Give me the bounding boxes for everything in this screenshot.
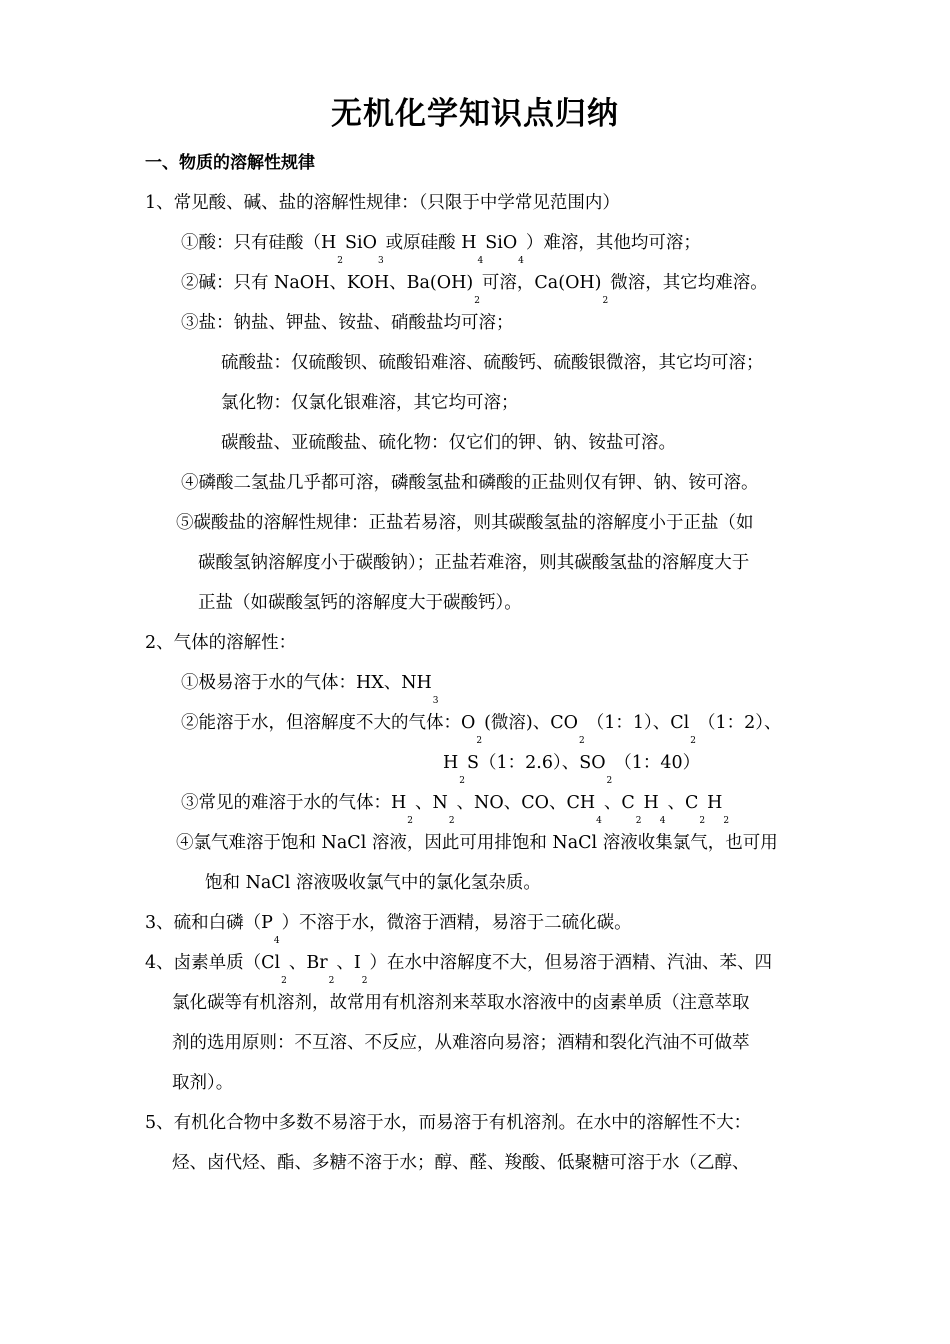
chloride-rule: 氯化物：仅氯化银难溶，其它均可溶； [221,393,519,413]
gas-moderately-soluble-cont: $H_2S(1$：2.6）、$SO_2(1$：40） [443,753,701,786]
acid-rule: ①酸：只有硅酸（$H_2SiO_3$或原硅酸 $H_4SiO_4$）难溶，其他均可溶； [181,233,701,266]
chlorine-note-line: 饱和 NaCl 溶液吸收氯气中的氯化氢杂质。 [205,873,541,893]
item-4-line: 氯化碳等有机溶剂，故常用有机溶剂来萃取水溶液中的卤素单质（注意萃取 [172,993,750,1013]
item-1-heading: 1、常见酸、碱、盐的溶解性规律：（只限于中学常见范围内） [145,193,620,213]
salt-rule: ③盐：钠盐、钾盐、铵盐、硝酸盐均可溶； [181,313,514,333]
item-5-line: 5、有机化合物中多数不易溶于水，而易溶于有机溶剂。在水中的溶解性不大： [145,1113,752,1133]
page-title: 无机化学知识点归纳 [331,96,619,132]
gas-insoluble: ③常见的难溶于水的气体：$H_2$、$N_2$、NO、CO、$CH_4$、$C_2H_4$、$C_2H_2$ [181,793,730,826]
phosphate-rule: ④磷酸二氢盐几乎都可溶，磷酸氢盐和磷酸的正盐则仅有钾、钠、铵可溶。 [181,473,759,493]
sulfate-rule: 硫酸盐：仅硫酸钡、硫酸铅难溶、硫酸钙、硫酸银微溶，其它均可溶； [221,353,764,373]
gas-very-soluble: ①极易溶于水的气体：HX、$NH_3$ [181,673,439,706]
chlorine-note-line: ④氯气难溶于饱和 NaCl 溶液，因此可用排饱和 NaCl 溶液收集氯气，也可用 [176,833,778,853]
item-3: 3、硫和白磷$(P_4)$不溶于水，微溶于酒精，易溶于二硫化碳。 [145,913,632,946]
item-4-line: 剂的选用原则：不互溶、不反应，从难溶向易溶；酒精和裂化汽油不可做萃 [172,1033,750,1053]
item-4-line: 取剂）。 [172,1073,234,1093]
gas-moderately-soluble: ②能溶于水，但溶解度不大的气体：$O_2$(微溶)、$CO_2(1$：1）、$Cl_2(1$：2）、 [181,713,782,746]
item-4: 4、卤素单质（$Cl_2$、$Br_2$、$I_2$）在水中溶解度不大，但易溶于酒精、汽油、苯、四 [145,953,772,986]
carbonate-rule: 碳酸盐、亚硫酸盐、硫化物：仅它们的钾、钠、铵盐可溶。 [221,433,676,453]
section-heading: 一、物质的溶解性规律 [145,153,315,173]
carbonate-solubility-line: ⑤碳酸盐的溶解性规律：正盐若易溶，则其碳酸氢盐的溶解度小于正盐（如 [176,513,754,533]
carbonate-solubility-line: 碳酸氢钠溶解度小于碳酸钠）；正盐若难溶，则其碳酸氢盐的溶解度大于 [198,553,750,573]
item-2-heading: 2、气体的溶解性： [145,633,297,653]
item-5-line: 烃、卤代烃、酯、多糖不溶于水；醇、醛、羧酸、低聚糖可溶于水（乙醇、 [172,1153,750,1173]
base-rule: ②碱：只有 NaOH、KOH、$Ba(OH)_2$可溶，$Ca(OH)_2$微溶，其它均难溶。 [181,273,768,306]
carbonate-solubility-line: 正盐（如碳酸氢钙的溶解度大于碳酸钙）。 [198,593,522,613]
